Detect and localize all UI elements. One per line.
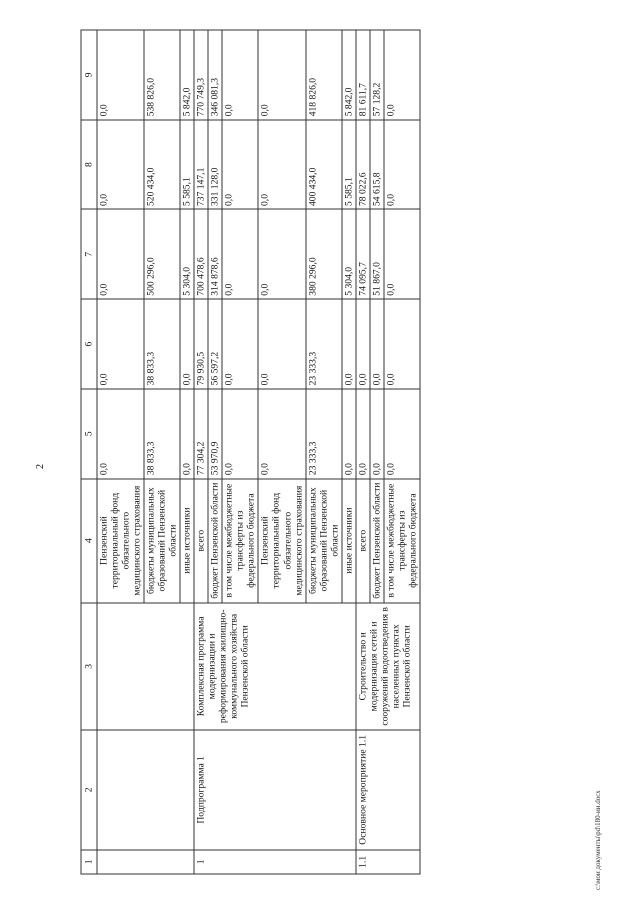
amount-cell: 520 434,0	[144, 120, 180, 210]
amount-cell: 23 333,3	[306, 389, 342, 479]
amount-cell: 0,0	[370, 389, 384, 479]
row-number-cell: 1.1	[356, 850, 420, 874]
amount-cell: 5 304,0	[342, 210, 356, 300]
header-cell: 5	[81, 389, 97, 479]
amount-cell: 314 878,6	[208, 210, 222, 300]
amount-cell: 51 867,0	[370, 210, 384, 300]
amount-cell: 38 833,3	[144, 299, 180, 389]
amount-cell: 81 611,7	[356, 30, 370, 120]
amount-cell: 57 128,2	[370, 30, 384, 120]
amount-cell: 5 585,1	[342, 120, 356, 210]
table-row	[194, 30, 208, 874]
row-number-cell: 1	[194, 850, 355, 874]
table-header-row	[81, 30, 97, 874]
rotated-page-content	[81, 30, 561, 875]
amount-cell: 0,0	[384, 299, 420, 389]
funding-source-cell: бюджет Пензенской области	[208, 479, 222, 603]
amount-cell: 0,0	[370, 299, 384, 389]
table-row	[356, 30, 370, 874]
amount-cell: 380 296,0	[306, 210, 342, 300]
amount-cell: 0,0	[258, 210, 305, 300]
amount-cell: 700 478,6	[194, 210, 208, 300]
amount-cell: 0,0	[356, 299, 370, 389]
file-path-footer: c:\мои документы\pd\180-ии.docx	[594, 790, 602, 890]
amount-cell: 0,0	[180, 299, 194, 389]
amount-cell: 538 826,0	[144, 30, 180, 120]
amount-cell: 0,0	[222, 120, 258, 210]
funding-source-cell: бюджет Пензенской области	[370, 479, 384, 603]
program-name-cell: Подпрограмма 1	[194, 730, 355, 850]
header-cell: 1	[81, 850, 97, 874]
amount-cell: 0,0	[356, 389, 370, 479]
amount-cell: 5 842,0	[180, 30, 194, 120]
amount-cell: 0,0	[258, 30, 305, 120]
amount-cell: 54 615,8	[370, 120, 384, 210]
amount-cell: 79 930,5	[194, 299, 208, 389]
amount-cell: 78 022,6	[356, 120, 370, 210]
amount-cell: 0,0	[384, 30, 420, 120]
page-number: 2	[35, 464, 46, 469]
funding-source-cell: иные источники	[342, 479, 356, 603]
amount-cell: 0,0	[97, 299, 144, 389]
amount-cell: 77 304,2	[194, 389, 208, 479]
amount-cell: 38 833,3	[144, 389, 180, 479]
amount-cell: 23 333,3	[306, 299, 342, 389]
program-description-cell: Комплексная программа модернизации и реформирования жилищно-коммунального хозяйства Пензенской области	[194, 603, 355, 730]
header-cell: 9	[81, 30, 97, 120]
amount-cell: 74 095,7	[356, 210, 370, 300]
amount-cell: 5 304,0	[180, 210, 194, 300]
amount-cell: 0,0	[97, 120, 144, 210]
funding-source-cell: всего	[194, 479, 208, 603]
amount-cell: 400 434,0	[306, 120, 342, 210]
financing-table	[81, 30, 421, 875]
funding-source-cell: в том числе межбюджетные трансферты из федерального бюджета	[384, 479, 420, 603]
amount-cell: 0,0	[97, 30, 144, 120]
header-cell: 8	[81, 120, 97, 210]
amount-cell: 331 128,0	[208, 120, 222, 210]
amount-cell: 0,0	[342, 389, 356, 479]
amount-cell: 0,0	[258, 299, 305, 389]
funding-source-cell: Пензенский территориальный фонд обязательного медицинского страхования	[97, 479, 144, 603]
amount-cell: 0,0	[97, 210, 144, 300]
amount-cell: 346 081,3	[208, 30, 222, 120]
amount-cell: 0,0	[222, 389, 258, 479]
amount-cell: 56 597,2	[208, 299, 222, 389]
amount-cell: 0,0	[222, 299, 258, 389]
funding-source-cell: Пензенский территориальный фонд обязательного медицинского страхования	[258, 479, 305, 603]
program-description-cell	[97, 603, 194, 730]
amount-cell: 53 970,9	[208, 389, 222, 479]
amount-cell: 0,0	[258, 389, 305, 479]
program-description-cell: Строительство и модернизация сетей и сооружений водоотведения в населенных пунктах Пензенской области	[356, 603, 420, 730]
table-row	[97, 30, 144, 874]
funding-source-cell: бюджеты муниципальных образований Пензенской области	[306, 479, 342, 603]
amount-cell: 770 749,3	[194, 30, 208, 120]
amount-cell: 0,0	[222, 30, 258, 120]
amount-cell: 0,0	[384, 120, 420, 210]
header-cell: 6	[81, 299, 97, 389]
amount-cell: 418 826,0	[306, 30, 342, 120]
row-number-cell	[97, 850, 194, 874]
amount-cell: 5 585,1	[180, 120, 194, 210]
header-cell: 4	[81, 479, 97, 603]
funding-source-cell: иные источники	[180, 479, 194, 603]
amount-cell: 0,0	[180, 389, 194, 479]
funding-source-cell: бюджеты муниципальных образований Пензенской области	[144, 479, 180, 603]
funding-source-cell: в том числе межбюджетные трансферты из федерального бюджета	[222, 479, 258, 603]
header-cell: 2	[81, 730, 97, 850]
header-cell: 3	[81, 603, 97, 730]
amount-cell: 737 147,1	[194, 120, 208, 210]
amount-cell: 0,0	[342, 299, 356, 389]
amount-cell: 0,0	[384, 389, 420, 479]
funding-source-cell: всего	[356, 479, 370, 603]
header-cell: 7	[81, 210, 97, 300]
amount-cell: 500 296,0	[144, 210, 180, 300]
amount-cell: 0,0	[258, 120, 305, 210]
amount-cell: 0,0	[222, 210, 258, 300]
amount-cell: 5 842,0	[342, 30, 356, 120]
amount-cell: 0,0	[97, 389, 144, 479]
program-name-cell: Основное мероприятие 1.1	[356, 730, 420, 850]
amount-cell: 0,0	[384, 210, 420, 300]
program-name-cell	[97, 730, 194, 850]
